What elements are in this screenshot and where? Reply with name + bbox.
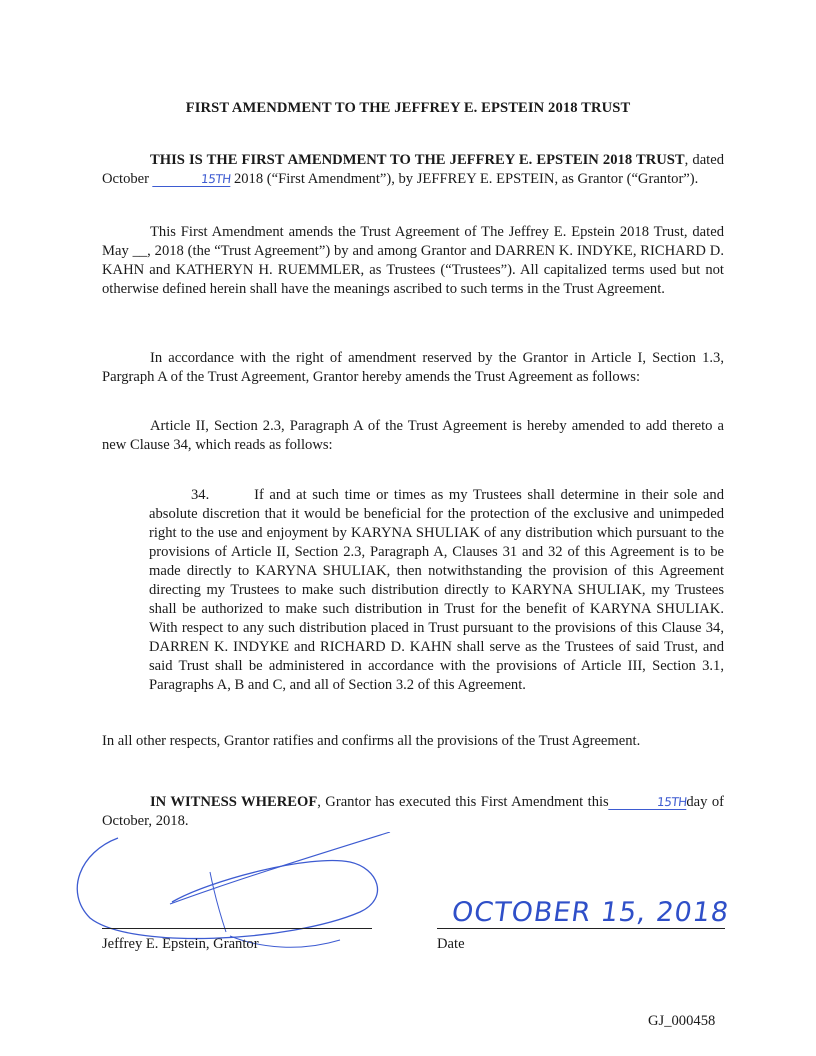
intro-bold-lead: THIS IS THE FIRST AMENDMENT TO THE JEFFREY E. EPSTEIN 2018 TRUST <box>150 152 685 168</box>
ratification-paragraph: In all other respects, Grantor ratifies and confirms all the provisions of the Trust Agreement. <box>102 733 641 749</box>
signature-label: Jeffrey E. Epstein, Grantor <box>102 936 259 952</box>
clause-34 <box>149 486 724 695</box>
intro-paragraph <box>102 151 724 189</box>
clause-number: 34. <box>191 487 210 503</box>
witness-paragraph <box>102 793 724 831</box>
signature-scribble <box>60 832 400 952</box>
witness-text-before-day: , Grantor has executed this First Amendment this <box>317 794 609 810</box>
handwritten-day-witness: 15TH <box>608 796 687 810</box>
date-label: Date <box>437 936 465 952</box>
signature-line <box>102 928 372 929</box>
amendment-right-paragraph: In accordance with the right of amendment reserved by the Grantor in Article I, Section 1.3, Pargraph A of the Trust Agreement, Grantor hereby amends the Trust Agreement as follows: <box>102 350 724 385</box>
date-line <box>437 928 725 929</box>
article-ii-paragraph: Article II, Section 2.3, Paragraph A of the Trust Agreement is hereby amended to add thereto a new Clause 34, which reads as follows: <box>102 418 724 453</box>
witness-text-after-day: day of October, 2018. <box>102 794 724 829</box>
handwritten-day-intro: 15TH <box>152 173 231 187</box>
intro-text-after-date: 2018 (“First Amendment”), by JEFFREY E. EPSTEIN, as Grantor (“Grantor”). <box>230 171 699 187</box>
clause-text: If and at such time or times as my Trustees shall determine in their sole and absolute discretion that it would be beneficial for the protection of the exclusive and unimpeded right to the use and enjoyment by KARYNA SHULIAK of any distribution which pursuant to the provisions of Article II, Section 2.3, Paragraph A, Clauses 31 and 32 of this Agreement is to be made directly to KARYNA SHULIAK, then notwithstanding the provision of this Agreement directing my Trustees to make such distribution directly to KARYNA SHULIAK, my Trustees shall be authorized to make such distribution in Trust for the benefit of KARYNA SHULIAK. With respect to any such distribution placed in Trust pursuant to the provisions of this Clause 34, DARREN K. INDYKE and RICHARD D. KAHN shall serve as the Trustees of said Trust, and said Trust shall be administered in accordance with the provisions of Article III, Section 3.1, Paragraphs A, B and C, and all of Section 3.2 of this Agreement. <box>149 487 724 693</box>
witness-bold-lead: IN WITNESS WHEREOF <box>150 794 318 810</box>
trust-agreement-paragraph: This First Amendment amends the Trust Agreement of The Jeffrey E. Epstein 2018 Trust, dated May __, 2018 (the “Trust Agreement”) by and among Grantor and DARREN K. INDYKE, RICHARD D. KAHN and KATHERYN H. RUEMMLER, as Trustees (“Trustees”). All capitalized terms used but not otherwise defined herein shall have the meanings ascribed to such terms in the Trust Agreement. <box>102 224 724 297</box>
document-id: GJ_000458 <box>648 1013 716 1029</box>
intro-text-before-date: , dated October <box>102 152 724 187</box>
handwritten-date: OCTOBER 15, 2018 <box>449 897 732 928</box>
document-title: FIRST AMENDMENT TO THE JEFFREY E. EPSTEIN 2018 TRUST <box>185 100 631 116</box>
